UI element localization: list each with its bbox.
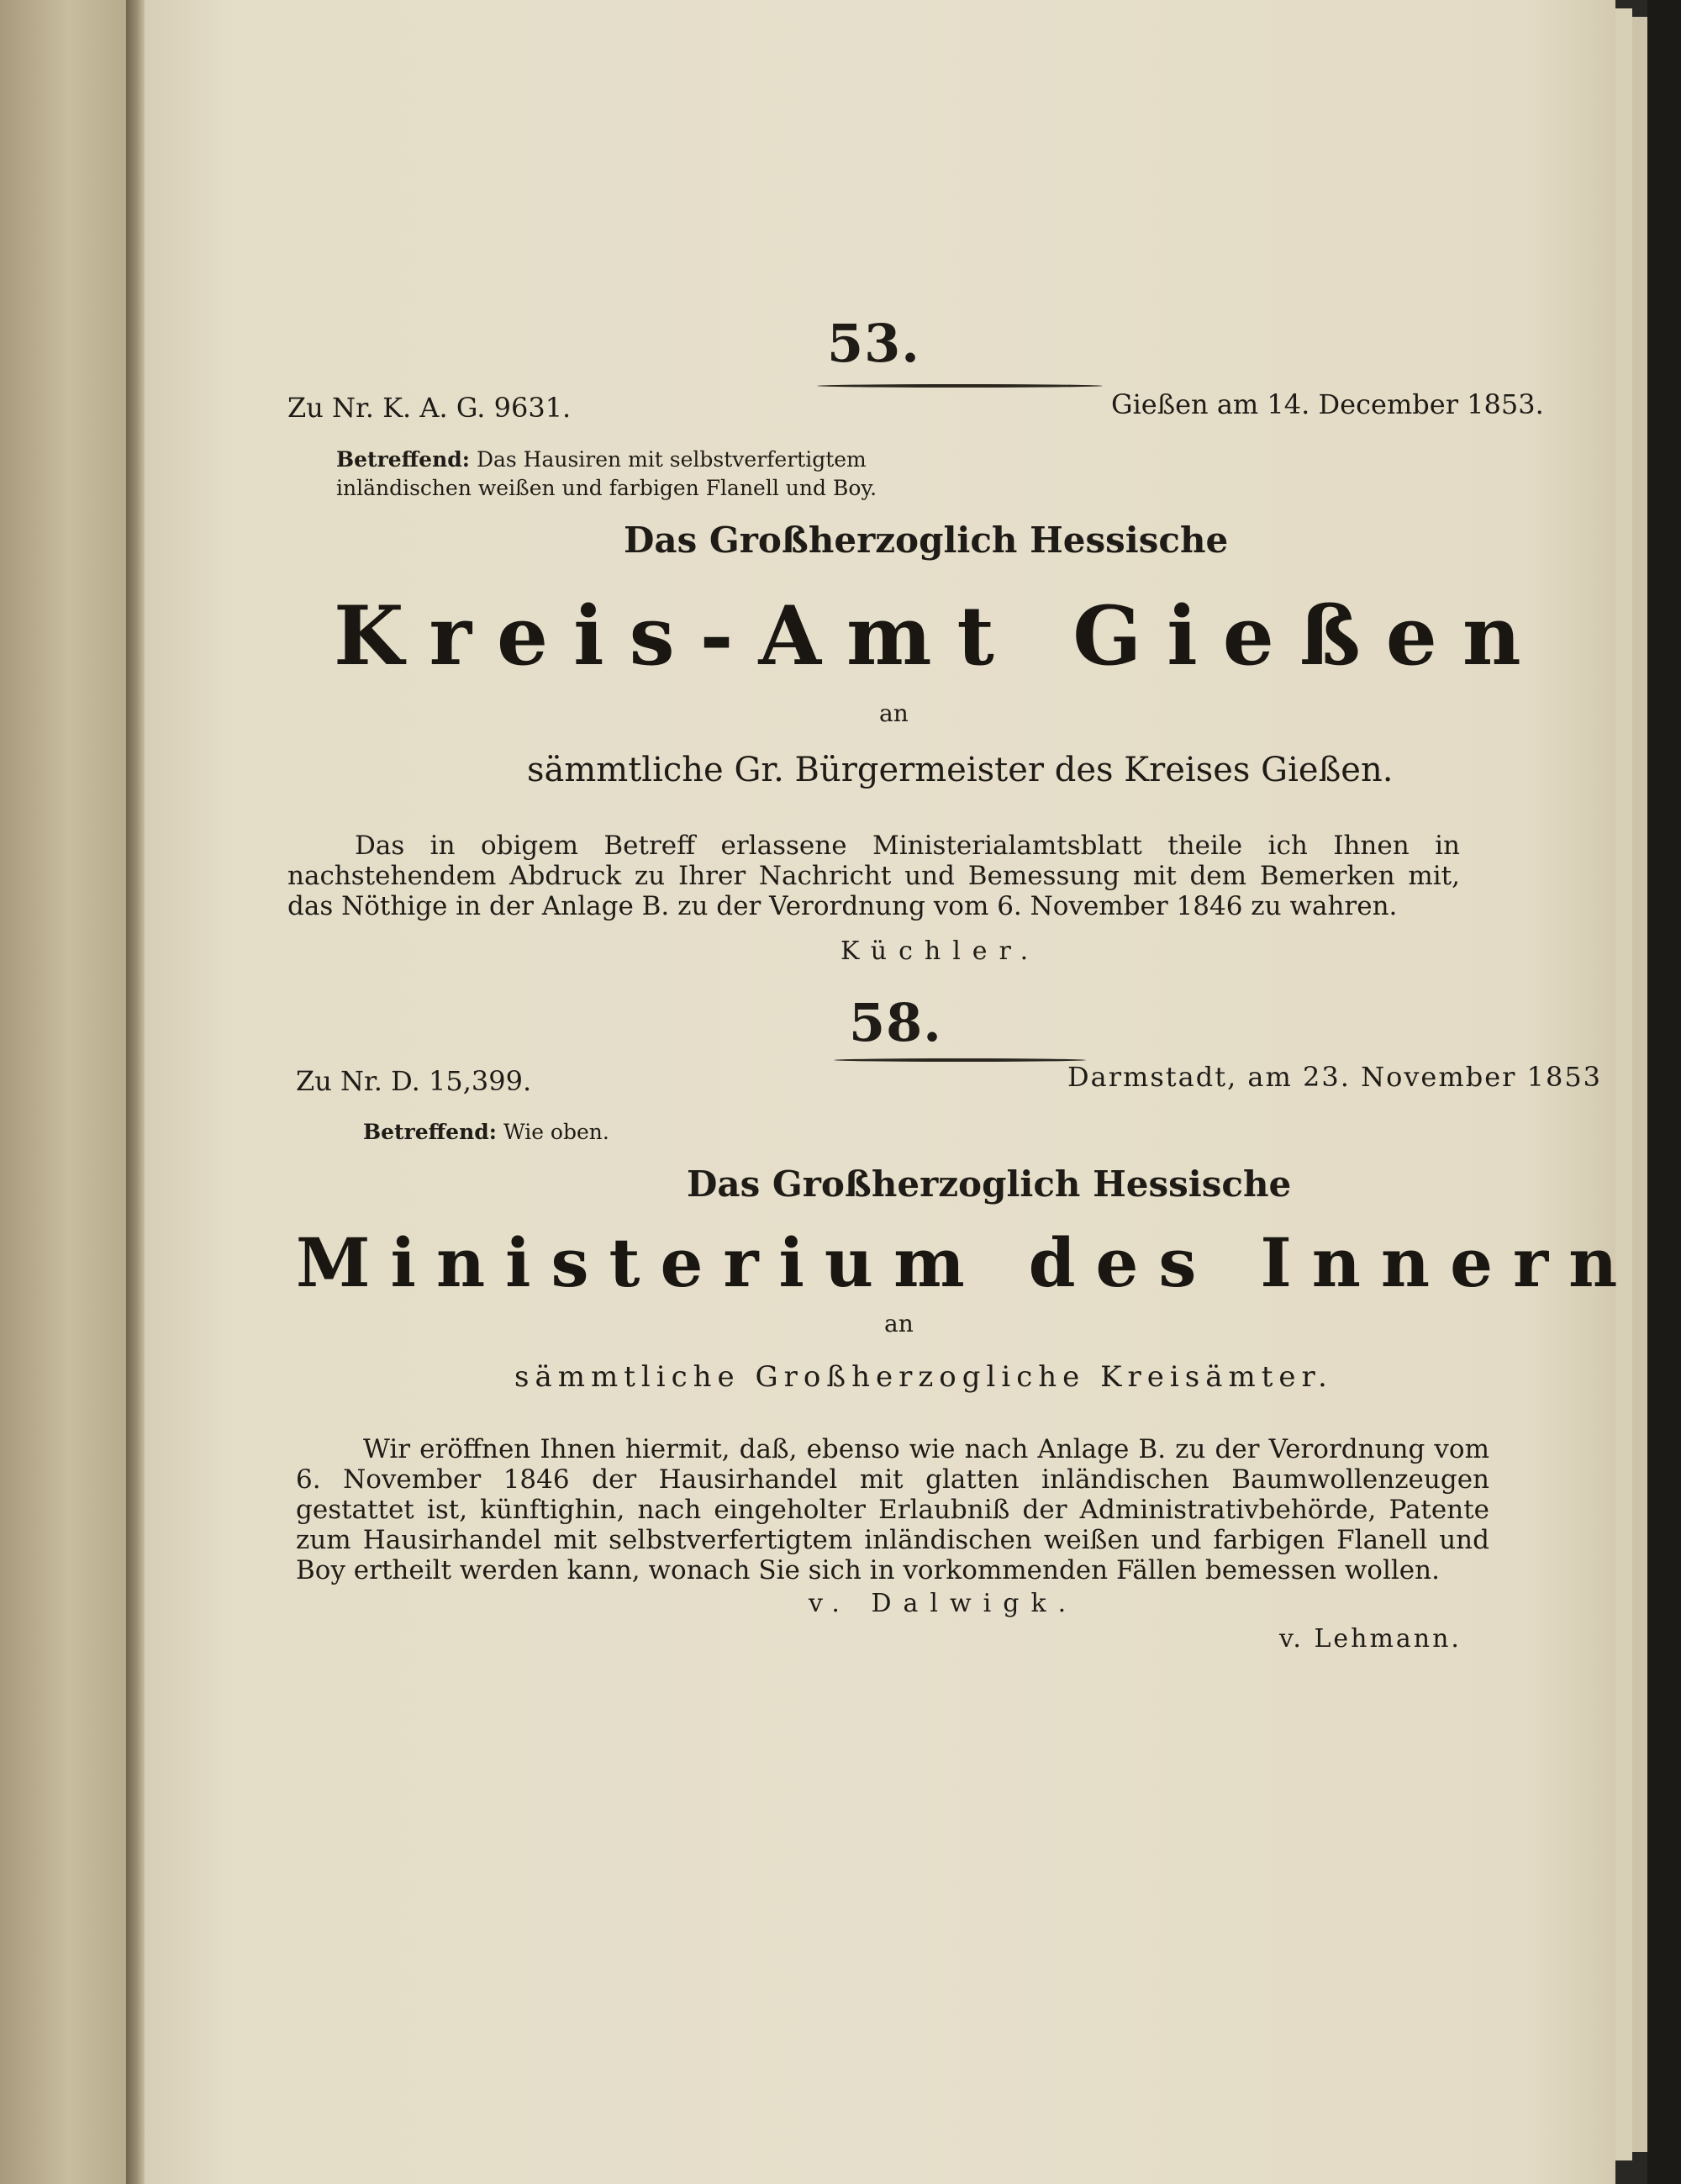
notice-53-body: Das in obigem Betreff erlassene Ministerialamtsblatt theile ich Ihnen in nachstehendem Abdruck zu Ihrer Nachricht und Bemessung mit dem Bemerken mit, das Nöthige in der Anlage B. zu der Verordnung vom 6. November 1846 zu wahren. bbox=[287, 831, 1460, 921]
betreff-text: Das Hausiren mit selbstverfertigtem inländischen weißen und farbigen Flanell und Boy. bbox=[336, 447, 877, 500]
notice-58-addressee: sämmtliche Großherzogliche Kreisämter. bbox=[514, 1360, 1333, 1394]
notice-53-signature: Küchler. bbox=[840, 936, 1041, 966]
betreff-label: Betreffend: bbox=[336, 447, 470, 472]
betreff-text: Wie oben. bbox=[503, 1120, 609, 1144]
notice-53-betreff bbox=[336, 446, 975, 503]
notice-58-place-date: Darmstadt, am 23. November 1853 bbox=[1067, 1061, 1603, 1093]
notice-58-an: an bbox=[884, 1310, 914, 1337]
notice-58-number: 58. bbox=[849, 992, 942, 1053]
notice-53-an: an bbox=[879, 699, 909, 727]
number-underline bbox=[817, 384, 1103, 388]
notice-58-betreff bbox=[363, 1118, 867, 1147]
notice-53-authority-name: Kreis-Amt Gießen bbox=[334, 588, 1547, 683]
notice-53-place-date: Gießen am 14. December 1853. bbox=[1111, 388, 1544, 420]
notice-53-reference: Zu Nr. K. A. G. 9631. bbox=[287, 392, 572, 424]
notice-58-signature-2: v. Lehmann. bbox=[1279, 1624, 1462, 1654]
book-gutter bbox=[126, 0, 145, 2184]
document-page bbox=[145, 0, 1638, 2184]
notice-58-body: Wir eröffnen Ihnen hiermit, daß, ebenso wie nach Anlage B. zu der Verordnung vom 6. November 1846 der Hausirhandel mit glatten inländischen Baumwollenzeugen gestattet ist, künftighin, nach eingeholter Erlaubniß der Administrativbehörde, Patente zum Hausirhandel mit selbstverfertigtem inländischen weißen und farbigen Flanell und Boy ertheilt werden kann, wonach Sie sich in vorkommenden Fällen bemessen wollen. bbox=[296, 1434, 1489, 1585]
notice-58-authority-line: Das Großherzoglich Hessische bbox=[687, 1163, 1292, 1205]
betreff-label: Betreffend: bbox=[363, 1120, 497, 1144]
notice-53-number: 53. bbox=[827, 313, 920, 374]
notice-58-signature-1: v. Dalwigk. bbox=[809, 1589, 1078, 1618]
notice-53-authority-line: Das Großherzoglich Hessische bbox=[624, 520, 1229, 561]
notice-53-addressee: sämmtliche Gr. Bürgermeister des Kreises Gießen. bbox=[527, 751, 1394, 789]
previous-page-edge bbox=[0, 0, 126, 2184]
notice-58-authority-name: Ministerium des Innern bbox=[296, 1223, 1638, 1302]
book-cover-edge bbox=[1647, 0, 1681, 2184]
notice-58-reference: Zu Nr. D. 15,399. bbox=[296, 1065, 532, 1097]
number-underline bbox=[834, 1058, 1086, 1062]
